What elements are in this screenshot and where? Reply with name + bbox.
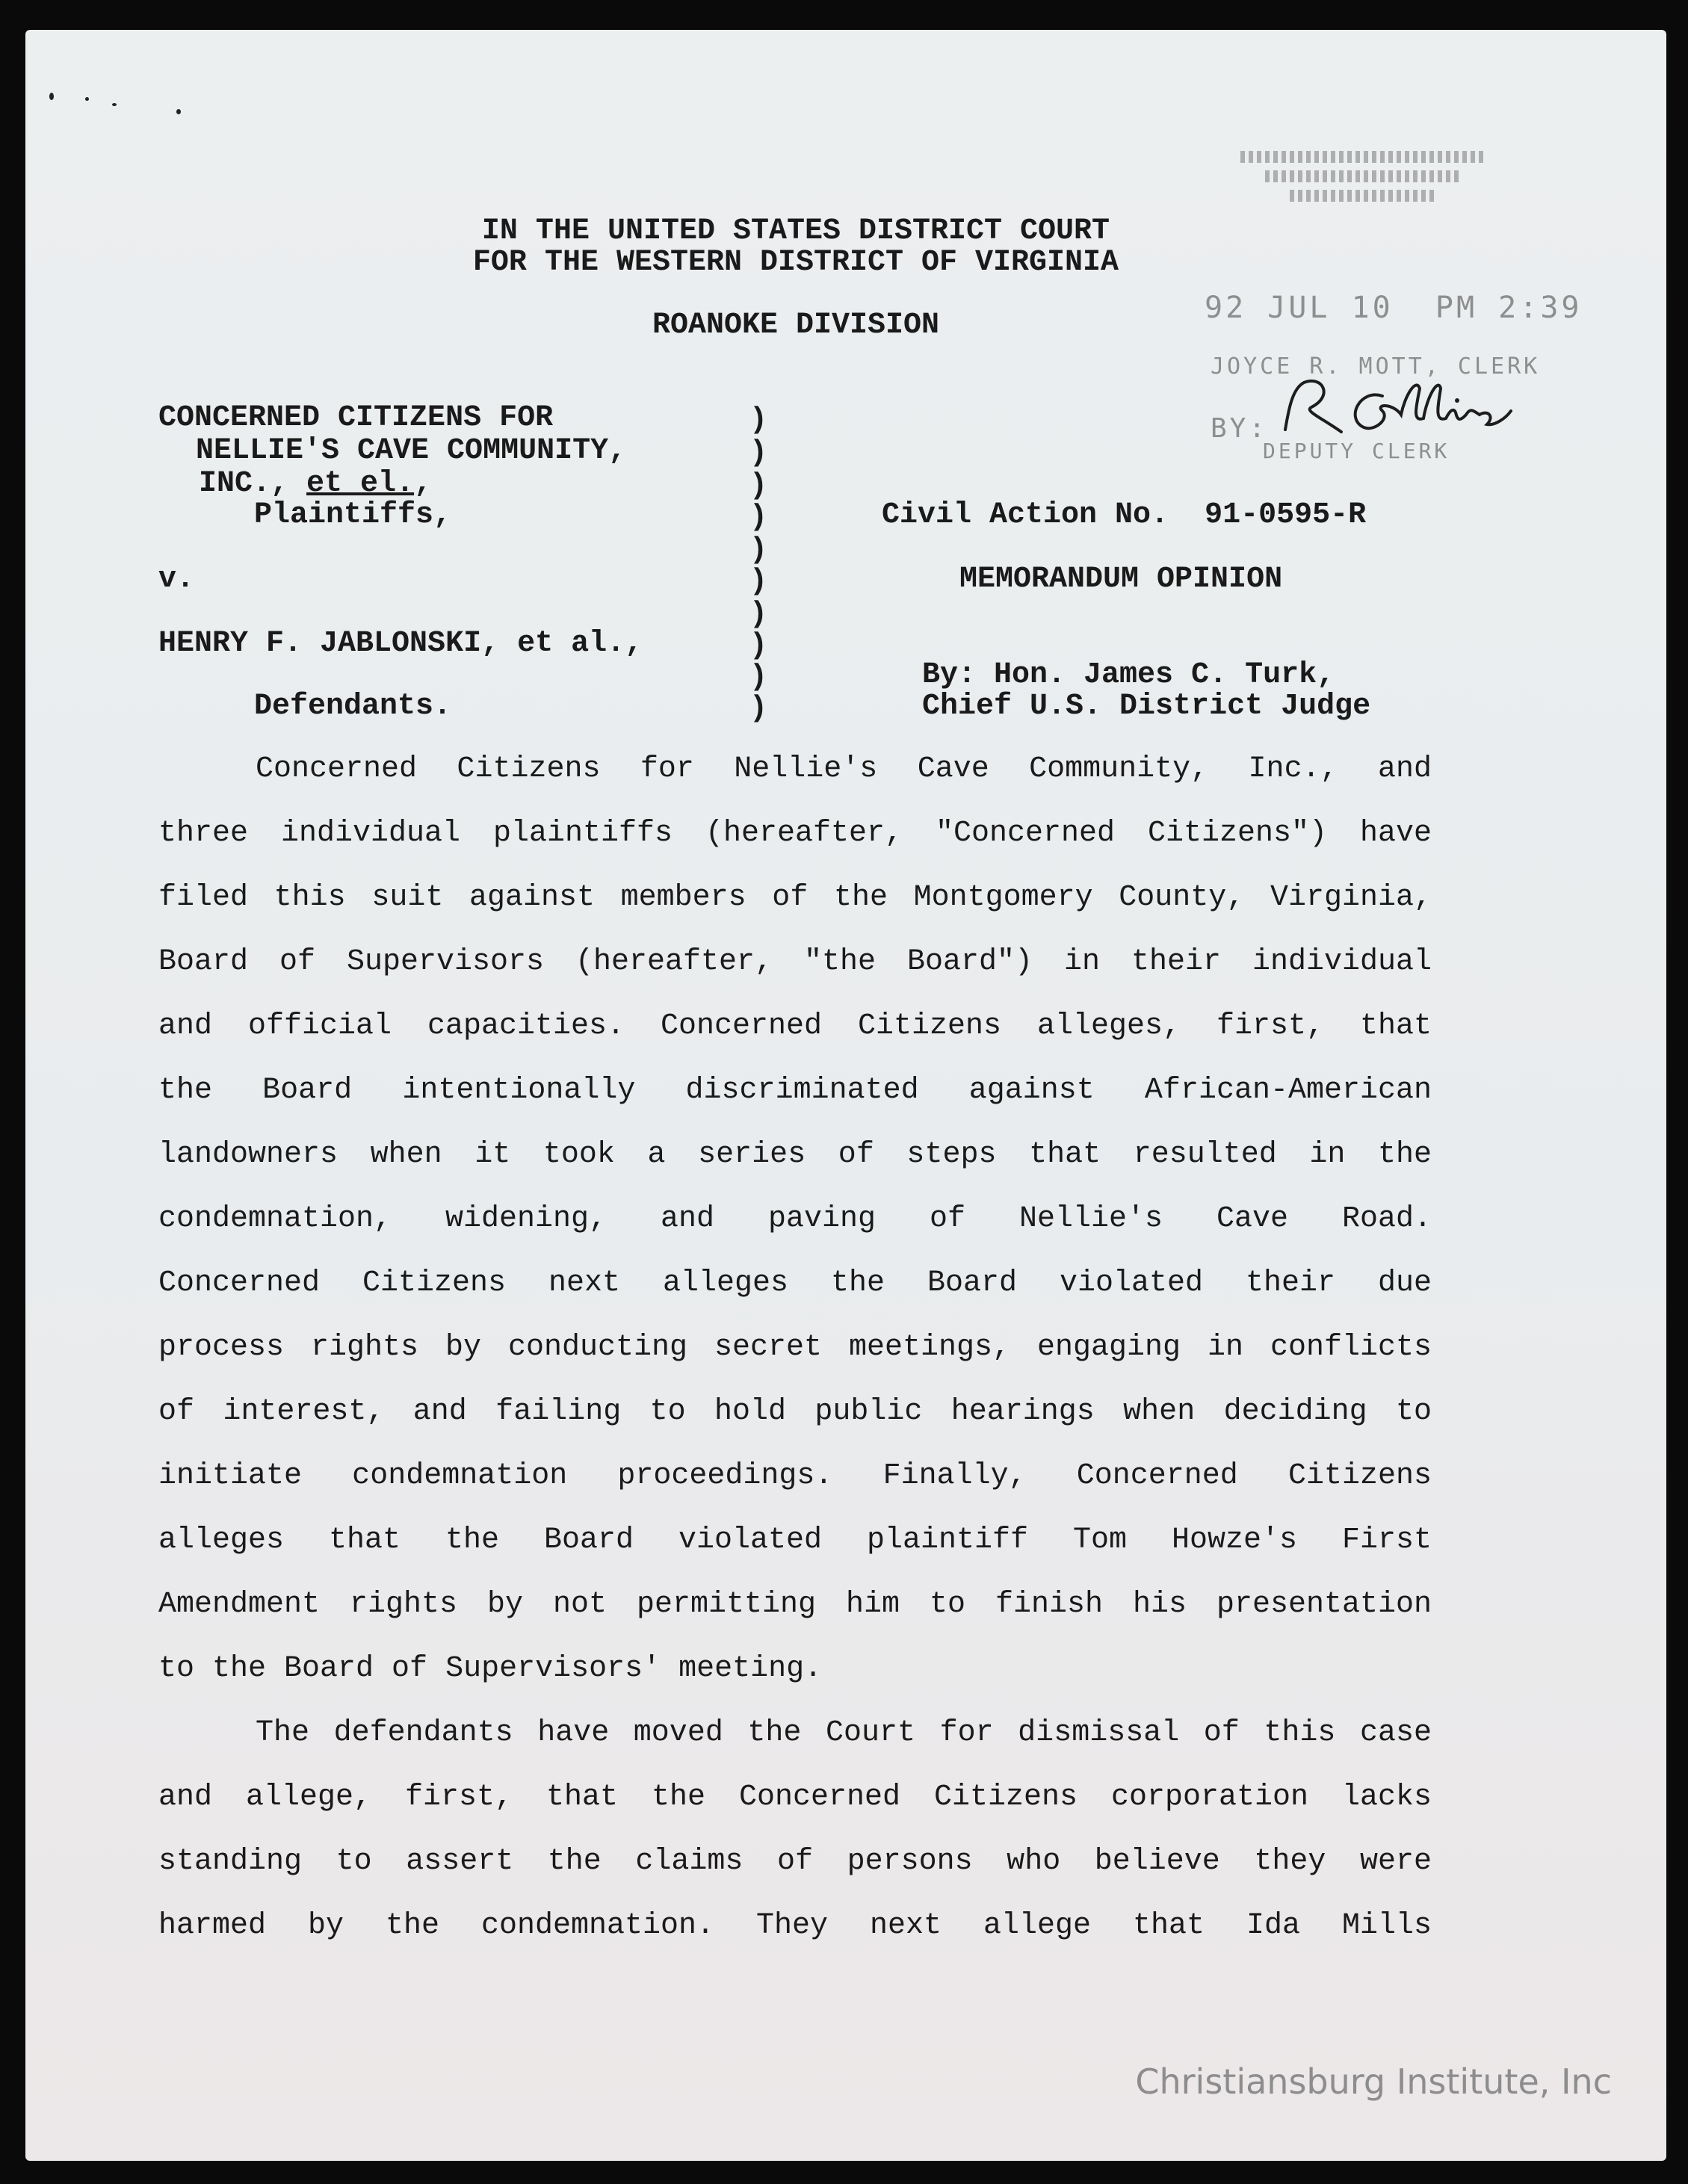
comma: , [414,467,433,501]
judge-title: Chief U.S. District Judge [922,690,1371,723]
body-line: alleges that the Board violated plaintiff Tom Howze's First [158,1523,1432,1557]
caption-paren: ) [749,661,768,694]
body-line: landowners when it took a series of steps that resulted in the [158,1138,1432,1172]
versus: v. [158,563,195,596]
body-line: filed this suit against members of the Montgomery County, Virginia, [158,881,1432,915]
civil-action-number: Civil Action No. 91-0595-R [882,498,1367,532]
body-line: initiate condemnation proceedings. Finally, Concerned Citizens [158,1459,1432,1493]
defendants-label: Defendants. [254,690,452,723]
body-line: The defendants have moved the Court for dismissal of this case [256,1716,1432,1750]
plaintiff-name-line2: NELLIE'S CAVE COMMUNITY, [196,434,627,468]
body-line: the Board intentionally discriminated against African-American [158,1074,1432,1107]
body-line: Board of Supervisors (hereafter, "the Board") in their individual [158,945,1432,979]
scan-speck [85,97,89,101]
body-line: condemnation, widening, and paving of Nellie's Cave Road. [158,1202,1432,1236]
plaintiff-name-line1: CONCERNED CITIZENS FOR [158,401,554,435]
filed-date-stamp: 92 JUL 10 PM 2:39 [1205,291,1583,325]
plaintiff-inc: INC., [199,467,307,501]
scan-speck [176,109,181,114]
court-name: IN THE UNITED STATES DISTRICT COURT [481,214,1110,248]
body-line: of interest, and failing to hold public hearings when deciding to [158,1395,1432,1429]
body-line: standing to assert the claims of persons who believe they were [158,1845,1432,1878]
plaintiffs-label: Plaintiffs, [254,498,452,532]
by-stamp: BY: [1211,413,1269,444]
caption-paren: ) [749,403,768,437]
body-line: process rights by conducting secret meetings, engaging in conflicts [158,1331,1432,1364]
caption-paren: ) [749,436,768,470]
caption-paren: ) [749,629,768,663]
scan-speck [49,93,54,100]
body-line: Amendment rights by not permitting him to finish his presentation [158,1588,1432,1621]
deputy-clerk-stamp: DEPUTY CLERK [1263,439,1450,463]
body-line: and allege, first, that the Concerned Citizens corporation lacks [158,1781,1432,1814]
body-line: and official capacities. Concerned Citizens alleges, first, that [158,1009,1432,1043]
caption-paren: ) [749,533,768,567]
defendant-name: HENRY F. JABLONSKI, et al., [158,627,643,661]
body-line: three individual plaintiffs (hereafter, "Concerned Citizens") have [158,817,1432,850]
clerk-stamp: JOYCE R. MOTT, CLERK [1211,353,1541,380]
clerk-signature [1270,374,1517,448]
court-division: ROANOKE DIVISION [652,309,940,342]
caption-paren: ) [749,501,768,534]
watermark: Christiansburg Institute, Inc [1135,2061,1612,2102]
et-al-underlined: et el. [306,467,415,501]
body-line: Concerned Citizens for Nellie's Cave Community, Inc., and [256,752,1432,786]
judge-name: By: Hon. James C. Turk, [922,658,1335,692]
caption-paren: ) [749,598,768,631]
caption-paren: ) [749,469,768,503]
body-line: harmed by the condemnation. They next allege that Ida Mills [158,1909,1432,1943]
scan-speck [112,103,117,106]
document-title: MEMORANDUM OPINION [959,563,1283,596]
court-district: FOR THE WESTERN DISTRICT OF VIRGINIA [472,246,1119,279]
plaintiff-name-line3 [199,469,432,499]
body-line: Concerned Citizens next alleges the Board violated their due [158,1266,1432,1300]
caption-paren: ) [749,692,768,726]
caption-paren: ) [749,565,768,598]
received-stamp [1240,143,1487,241]
body-line: to the Board of Supervisors' meeting. [158,1652,823,1686]
